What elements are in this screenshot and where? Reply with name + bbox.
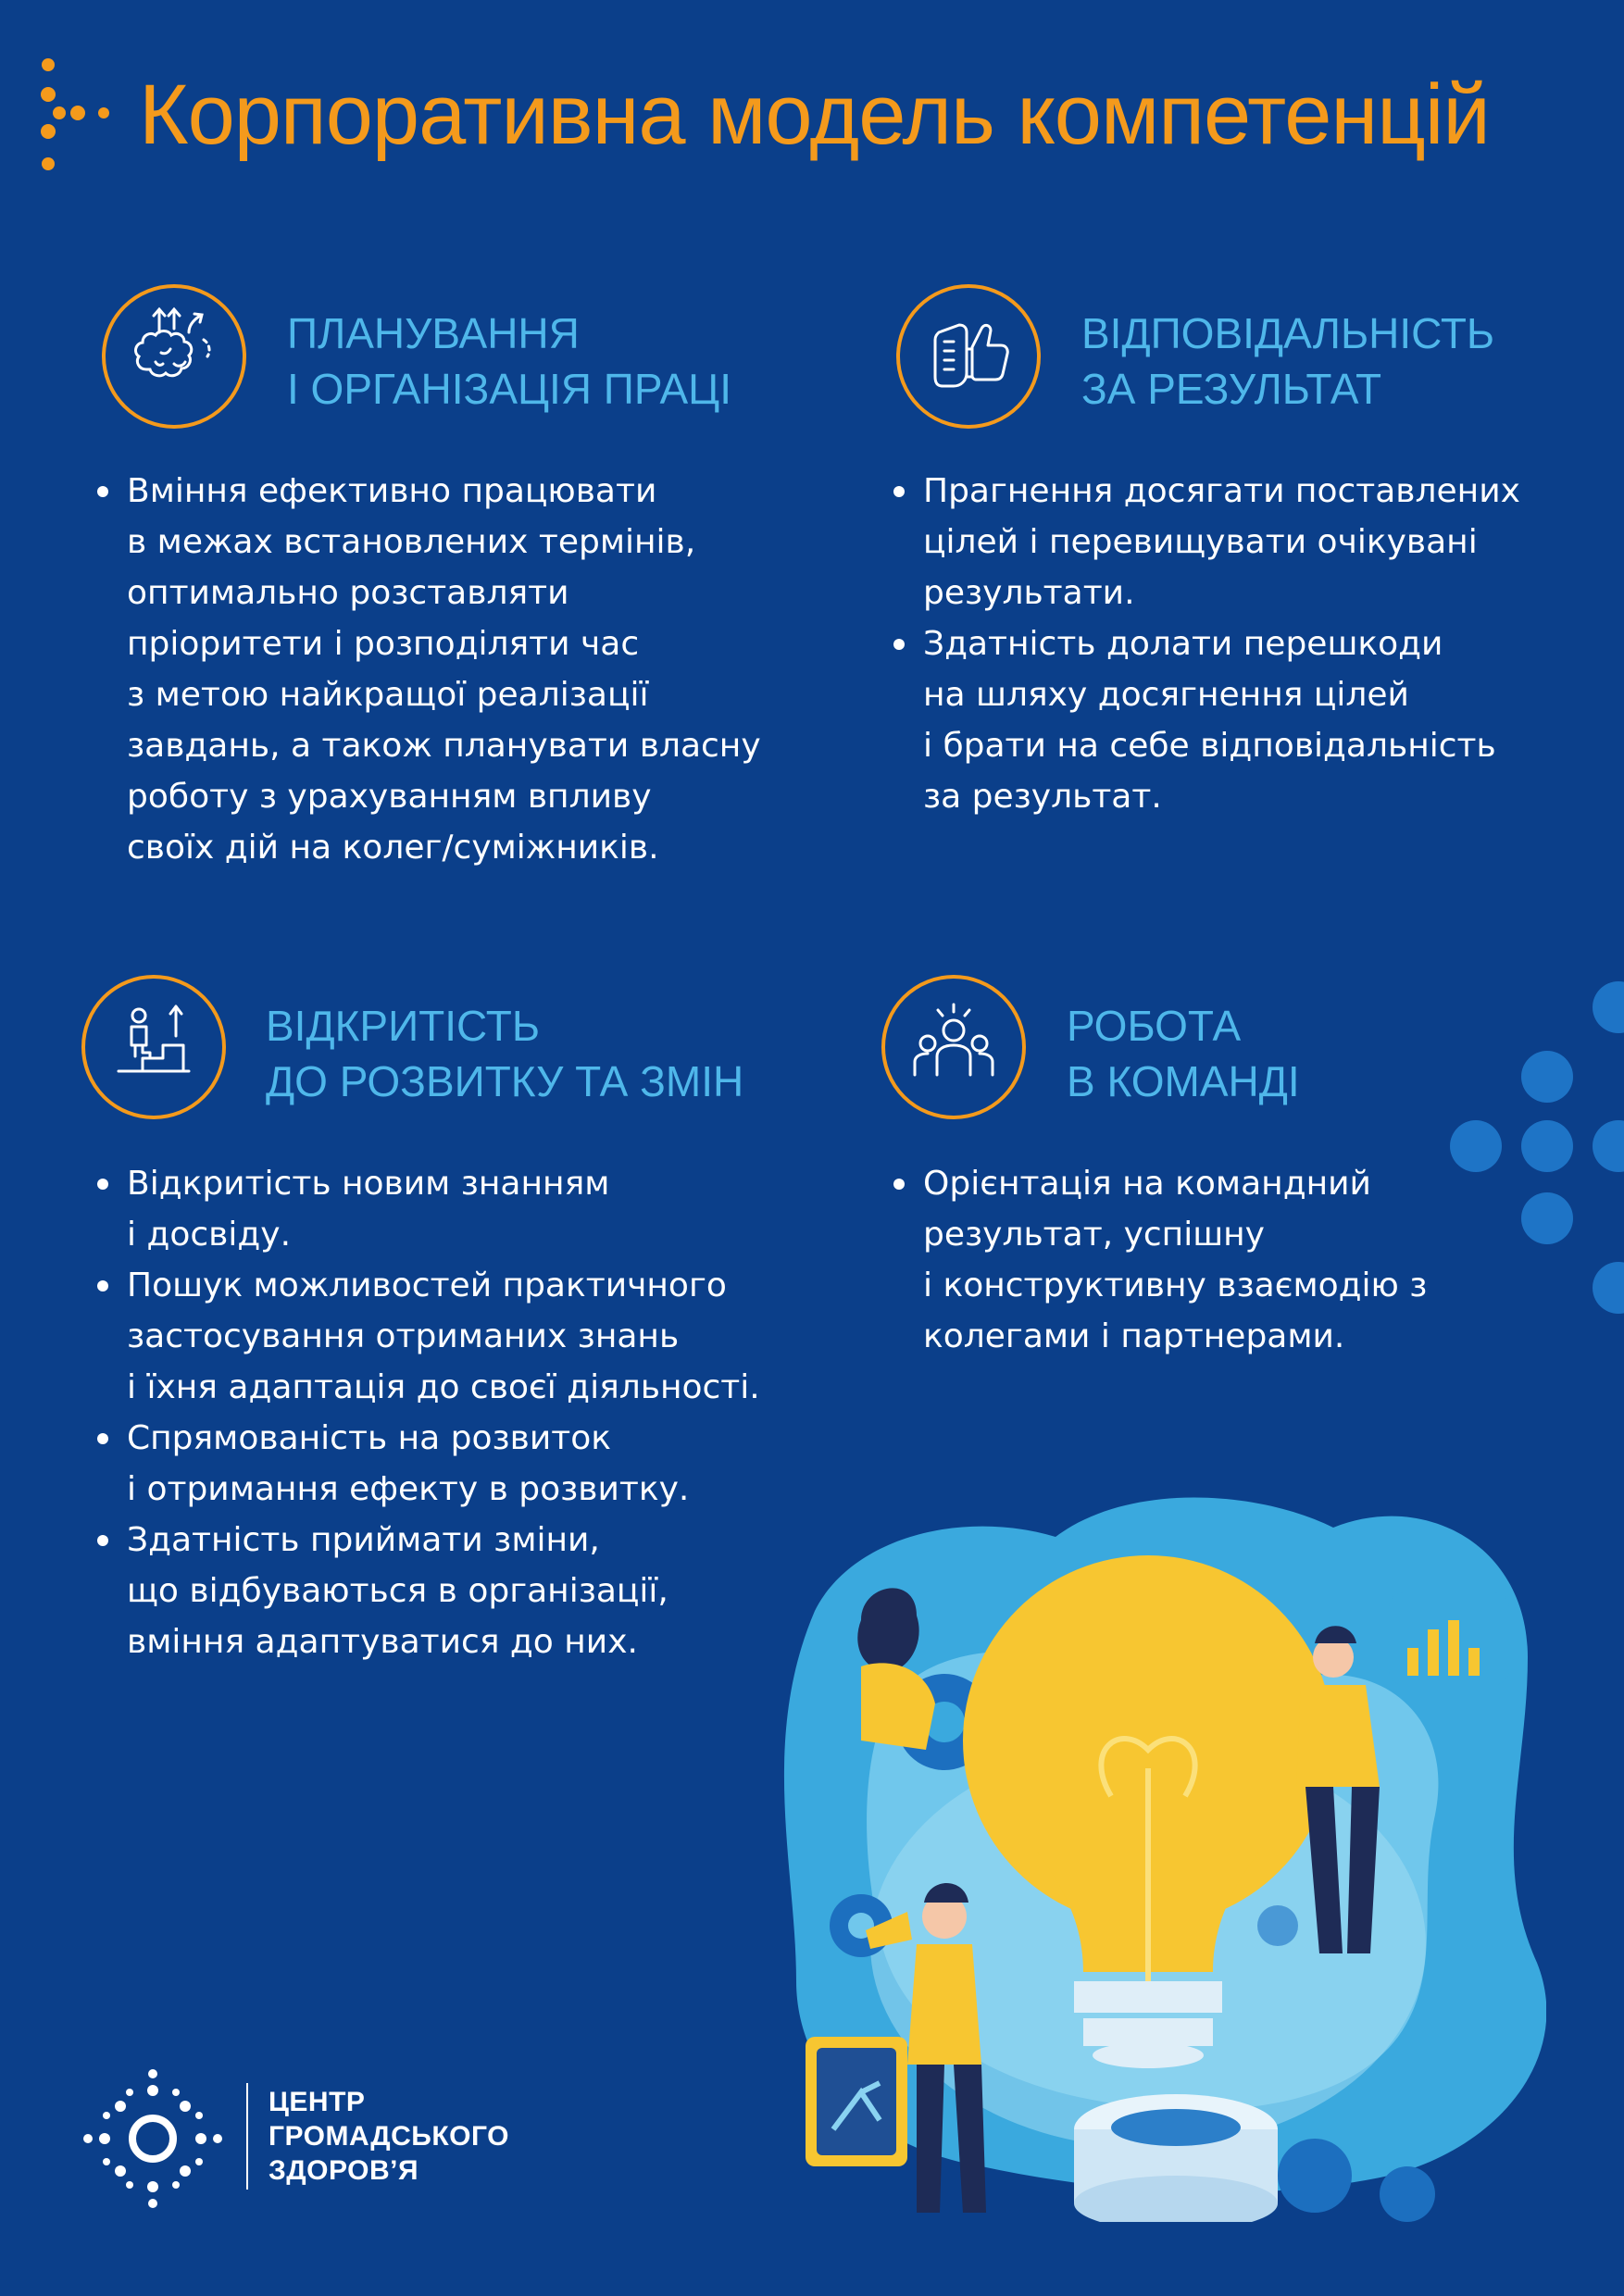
section-title-teamwork: РОБОТА В КОМАНДІ bbox=[1067, 1002, 1300, 1105]
hands-thumbs-up-icon bbox=[900, 288, 1037, 425]
decorative-dot bbox=[1521, 1120, 1573, 1172]
section-title-responsibility: ВІДПОВІДАЛЬНІСТЬ ЗА РЕЗУЛЬТАТ bbox=[1081, 309, 1495, 413]
organization-name: ЦЕНТР ГРОМАДСЬКОГО ЗДОРОВ’Я bbox=[269, 2087, 509, 2186]
section-icon-openness bbox=[81, 975, 226, 1119]
title-dots-icon bbox=[37, 57, 111, 178]
decorative-dot bbox=[1521, 1051, 1573, 1103]
section-icon-responsibility bbox=[896, 284, 1041, 429]
list-item: Спрямованість на розвиток і отримання ефекту в розвитку. bbox=[95, 1413, 760, 1515]
logo-divider bbox=[246, 2083, 248, 2190]
list-item: Здатність приймати зміни, що відбуваються в організації, вміння адаптуватися до них. bbox=[95, 1515, 760, 1667]
section-title-openness: ВІДКРИТІСТЬ ДО РОЗВИТКУ ТА ЗМІН bbox=[266, 1002, 744, 1105]
list-item: Прагнення досягати поставлених цілей і перевищувати очікувані результати. bbox=[892, 466, 1520, 618]
page-title: Корпоративна модель компетенцій bbox=[139, 68, 1490, 162]
decorative-dot bbox=[1450, 1120, 1502, 1172]
decorative-dot bbox=[1593, 1262, 1624, 1314]
list-item: Відкритість новим знанням і досвіду. bbox=[95, 1158, 760, 1260]
bullet-list-teamwork bbox=[892, 1158, 1427, 1362]
section-icon-planning bbox=[102, 284, 246, 429]
section-icon-teamwork bbox=[881, 975, 1026, 1119]
brain-planning-icon bbox=[106, 288, 243, 425]
list-item: Орієнтація на командний результат, успішну і конструктивну взаємодію з колегами і партнерами. bbox=[892, 1158, 1427, 1362]
decorative-dot bbox=[1521, 1192, 1573, 1244]
list-item: Здатність долати перешкоди на шляху досягнення цілей і брати на себе відповідальність за результат. bbox=[892, 618, 1520, 822]
public-health-center-logo-icon bbox=[79, 2065, 227, 2213]
list-item: Пошук можливостей практичного застосування отриманих знань і їхня адаптація до своєї діяльності. bbox=[95, 1260, 760, 1413]
bullet-list-responsibility bbox=[892, 466, 1520, 822]
bullet-list-planning bbox=[95, 466, 761, 873]
section-title-planning: ПЛАНУВАННЯ І ОРГАНІЗАЦІЯ ПРАЦІ bbox=[287, 309, 731, 413]
team-people-icon bbox=[885, 979, 1022, 1116]
list-item: Вміння ефективно працювати в межах встановлених термінів, оптимально розставляти пріоритети і розподіляти час з метою найкращої реалізації завдань, а також планувати власну роботу з урахуванням впливу своїх дій на колег/суміжників. bbox=[95, 466, 761, 873]
decorative-dot bbox=[1593, 1120, 1624, 1172]
team-lightbulb-illustration-icon bbox=[759, 1463, 1546, 2222]
decorative-dot bbox=[1593, 981, 1624, 1033]
bullet-list-openness bbox=[95, 1158, 760, 1667]
person-climbing-steps-icon bbox=[85, 979, 222, 1116]
